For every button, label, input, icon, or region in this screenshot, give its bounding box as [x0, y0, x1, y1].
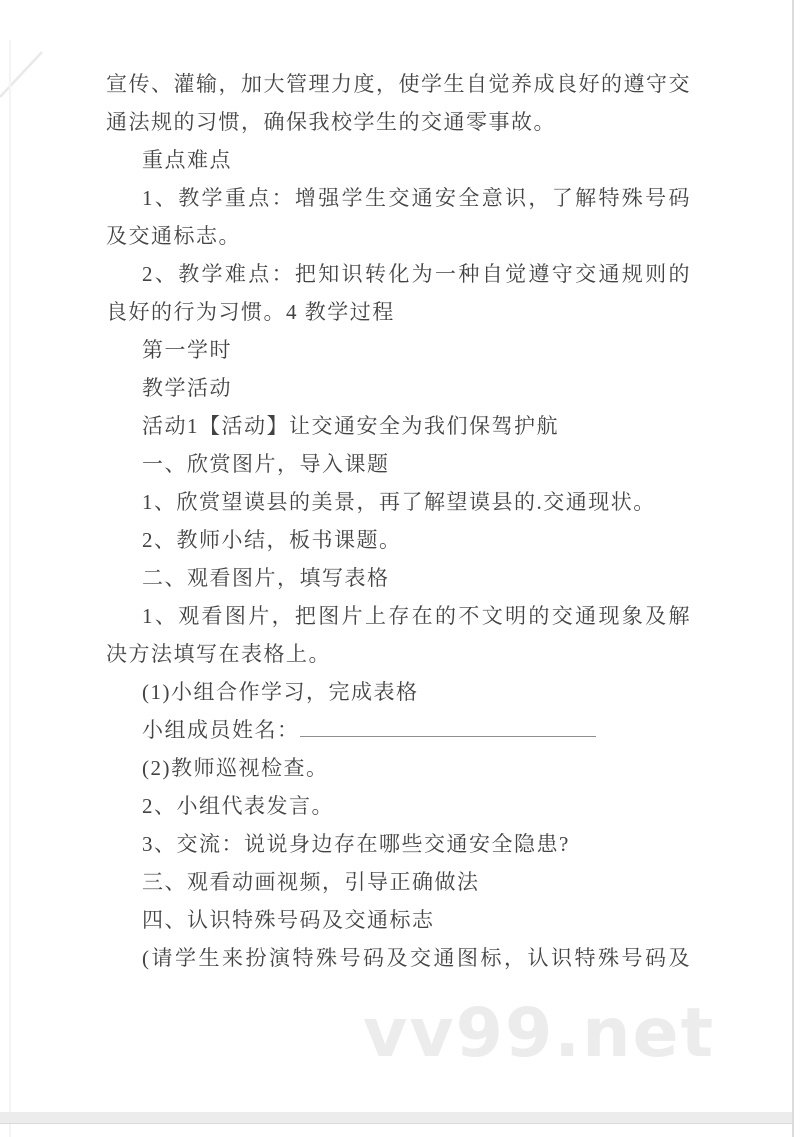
fill-in-blank-line	[300, 716, 596, 737]
text-line: 宣传、灌输，加大管理力度，使学生自觉养成良好的遵守交	[106, 72, 691, 96]
text-line: 四、认识特殊号码及交通标志	[142, 908, 435, 932]
document-text-block	[106, 65, 691, 977]
text-line: 良好的行为习惯。4 教学过程	[106, 300, 395, 324]
text-line: (1)小组合作学习，完成表格	[142, 680, 419, 704]
text-line: 活动1【活动】让交通安全为我们保驾护航	[142, 414, 559, 438]
page-gap	[0, 1112, 792, 1124]
text-line: 决方法填写在表格上。	[106, 642, 331, 666]
text-line: 1、观看图片，把图片上存在的不文明的交通现象及解	[142, 604, 691, 628]
text-line: 及交通标志。	[106, 224, 241, 248]
blank-label: 小组成员姓名：	[142, 718, 300, 742]
text-line: 2、教学难点：把知识转化为一种自觉遵守交通规则的	[142, 262, 691, 286]
page-left-border	[9, 40, 11, 1137]
text-line: 2、小组代表发言。	[142, 794, 334, 818]
watermark: vv99.net	[363, 994, 716, 1073]
page-right-border	[792, 0, 794, 1137]
text-line: 三、观看动画视频，引导正确做法	[142, 870, 480, 894]
text-line: 2、教师小结，板书课题。	[142, 528, 402, 552]
text-line: 教学活动	[142, 376, 232, 400]
text-line: 第一学时	[142, 338, 232, 362]
text-line: 重点难点	[142, 148, 232, 172]
text-line: (2)教师巡视检查。	[142, 756, 329, 780]
text-line: 1、教学重点：增强学生交通安全意识，了解特殊号码	[142, 186, 691, 210]
text-line: 二、观看图片，填写表格	[142, 566, 390, 590]
text-line: (请学生来扮演特殊号码及交通图标，认识特殊号码及	[142, 946, 691, 970]
text-line-with-blank	[106, 711, 691, 749]
text-line: 一、欣赏图片，导入课题	[142, 452, 390, 476]
text-line: 1、欣赏望谟县的美景，再了解望谟县的.交通现状。	[142, 490, 656, 514]
text-line: 通法规的习惯，确保我校学生的交通零事故。	[106, 110, 556, 134]
text-line: 3、交流：说说身边存在哪些交通安全隐患?	[142, 832, 570, 856]
